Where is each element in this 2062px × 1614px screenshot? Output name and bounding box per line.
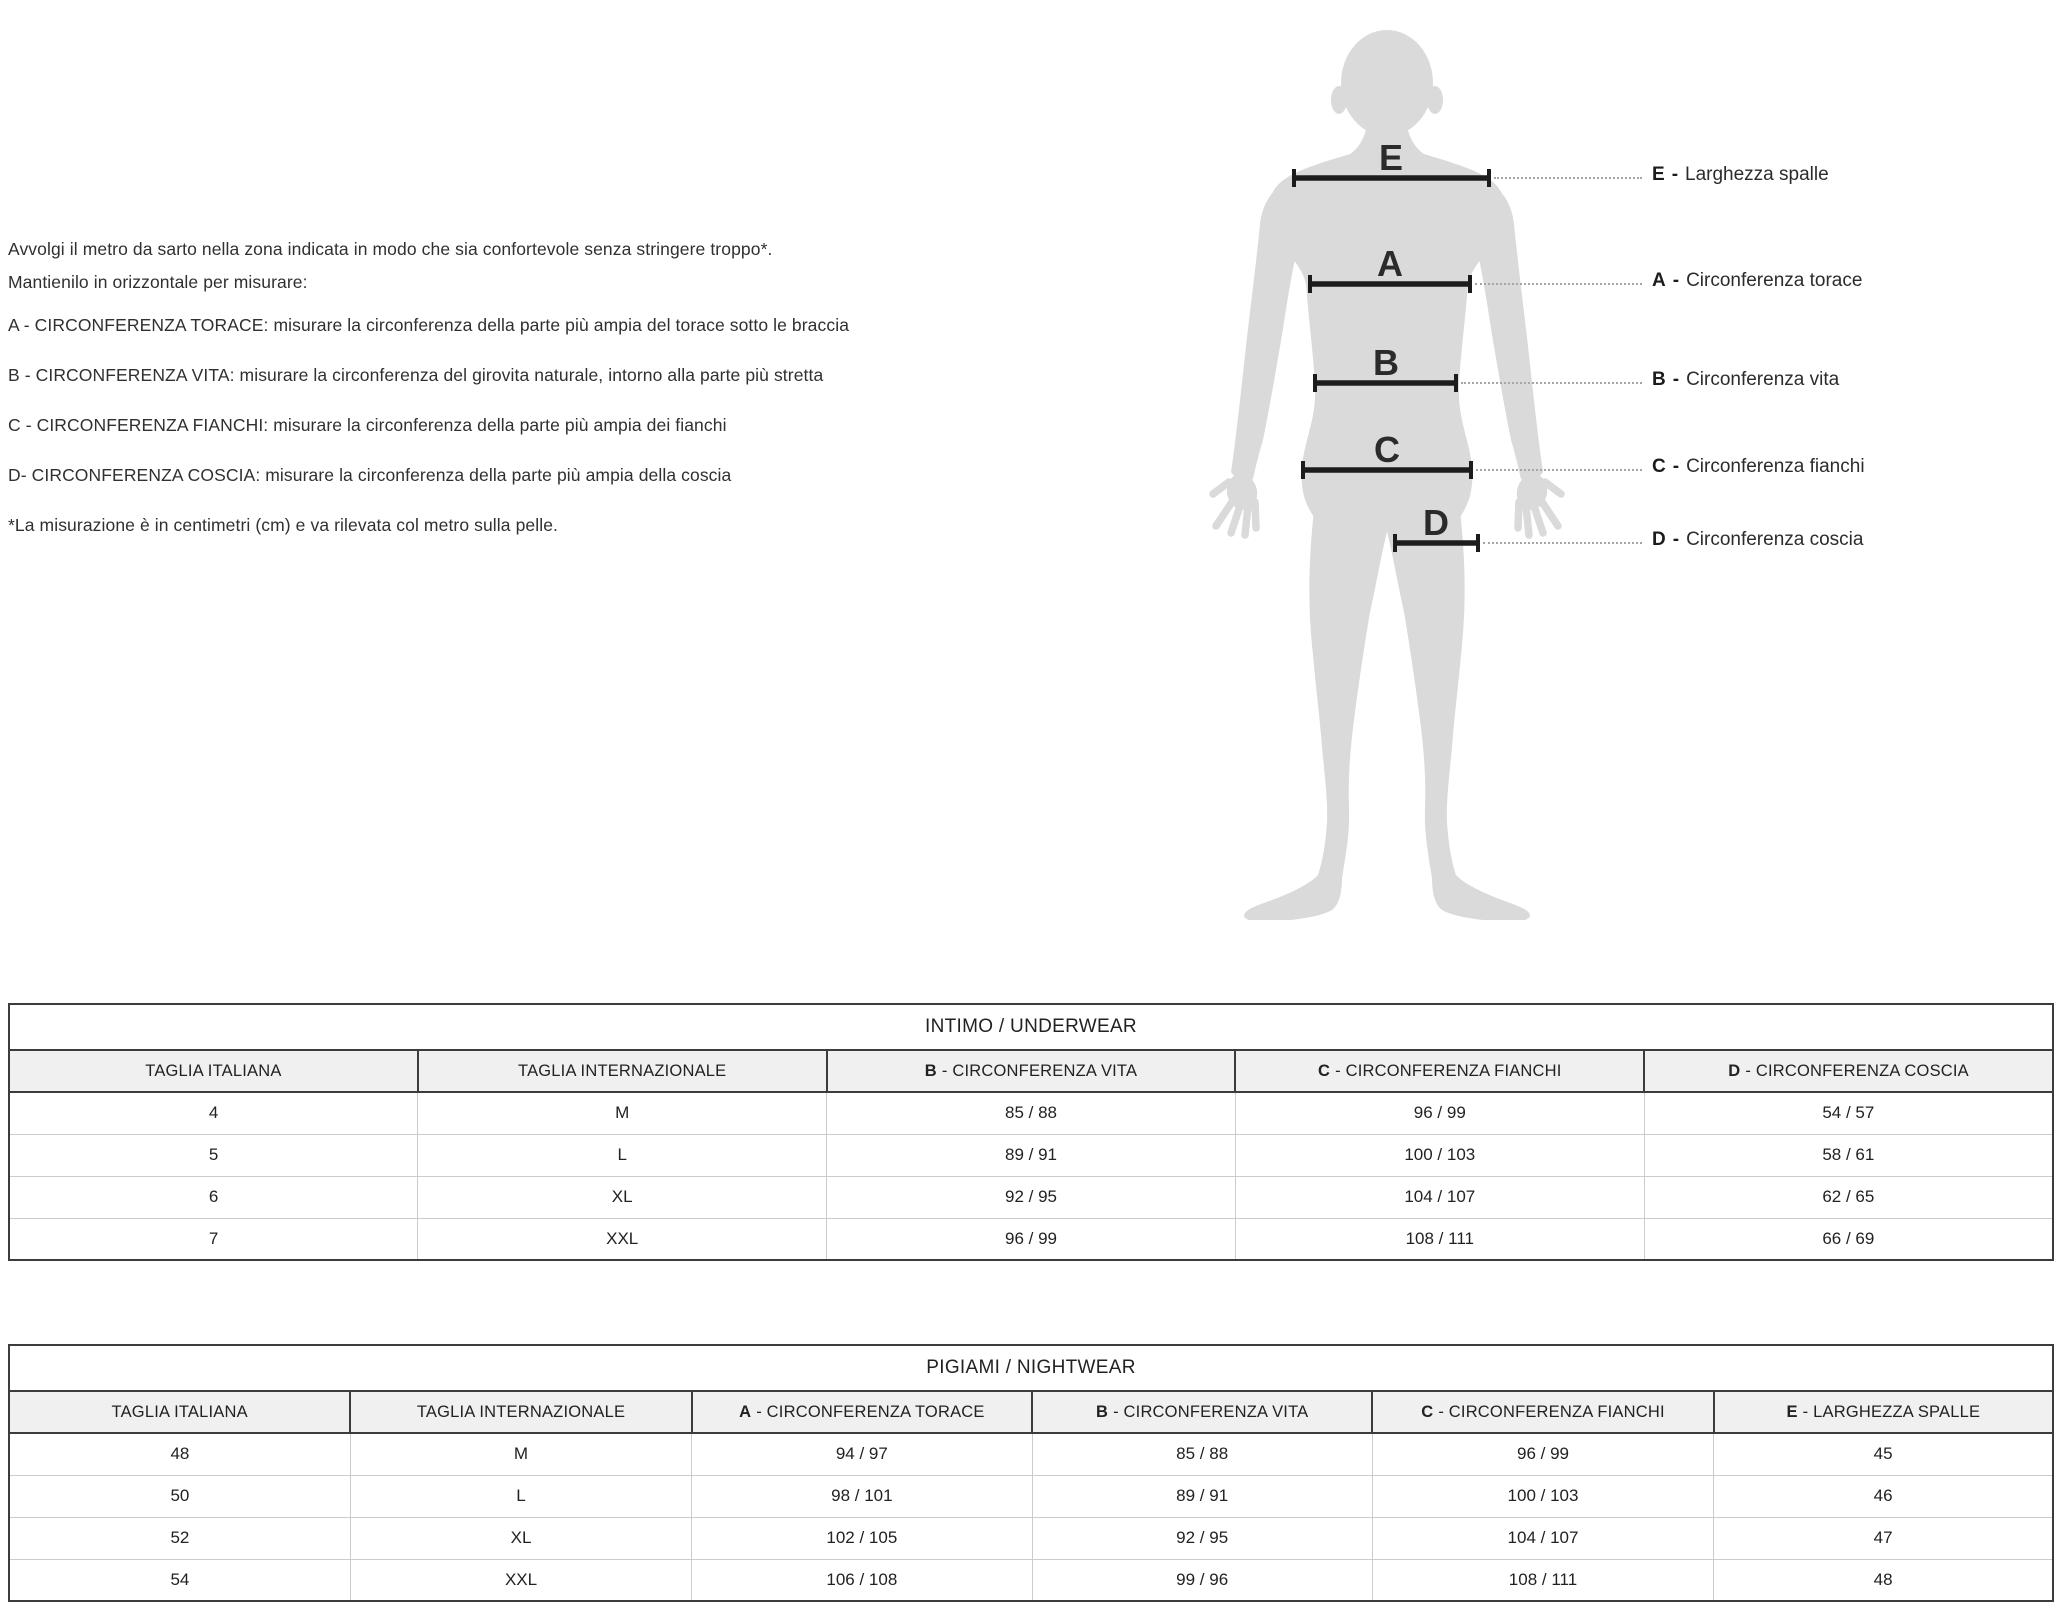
right-ear-shape [1427,86,1443,114]
figure-letter-a: A [1377,243,1403,284]
instruction-item-b: B - CIRCONFERENZA VITA: misurare la circonferenza del girovita naturale, intorno alla parte più stretta [8,365,824,385]
measure-label-letter: B [1652,369,1666,390]
table-cell: XXL [418,1218,827,1260]
column-label: - CIRCONFERENZA VITA [941,1061,1138,1080]
table-cell: 104 / 107 [1235,1176,1644,1218]
table-cell: 102 / 105 [692,1517,1032,1559]
column-letter: B [1095,1402,1109,1421]
figure-letter-c: C [1374,429,1400,470]
leader-line-a [1475,283,1642,285]
table-cell: 108 / 111 [1235,1218,1644,1260]
measure-label-letter: E [1652,164,1665,185]
table-cell: 48 [1714,1559,2053,1601]
left-ear-shape [1331,86,1347,114]
measure-footnote: *La misurazione è in centimetri (cm) e va rilevata col metro sulla pelle. [8,515,559,535]
table-row [9,1134,2053,1176]
size-table-nightwear [8,1344,2054,1602]
table-cell: 96 / 99 [1372,1433,1713,1475]
measure-label-text: Circonferenza coscia [1686,529,1864,550]
table-cell: 108 / 111 [1372,1559,1713,1601]
table-header-row [9,1050,2053,1092]
table-cell: 99 / 96 [1032,1559,1372,1601]
table-cell: 96 / 99 [1235,1092,1644,1134]
table-cell: 47 [1714,1517,2053,1559]
column-header [1372,1391,1713,1433]
column-letter: A [739,1402,752,1421]
table-row [9,1517,2053,1559]
table-row [9,1475,2053,1517]
instructions-text [8,233,1088,542]
column-header [350,1391,691,1433]
table-cell: 58 / 61 [1644,1134,2053,1176]
measure-label-letter: A [1652,270,1666,291]
table-title: PIGIAMI / NIGHTWEAR [9,1345,2053,1391]
dash-separator: - [1671,164,1679,185]
table-cell: 106 / 108 [692,1559,1032,1601]
column-label: - CIRCONFERENZA FIANCHI [1438,1402,1665,1421]
table-cell: 4 [9,1092,418,1134]
dash-separator: - [1672,529,1680,550]
dash-separator: - [1672,456,1680,477]
column-letter: E [1786,1402,1798,1421]
instruction-item-d: D- CIRCONFERENZA COSCIA: misurare la circonferenza della parte più ampia della coscia [8,465,732,485]
table-title: INTIMO / UNDERWEAR [9,1004,2053,1050]
table-title-row [9,1004,2053,1050]
leader-line-b [1461,382,1642,384]
instruction-item-c: C - CIRCONFERENZA FIANCHI: misurare la circonferenza della parte più ampia dei fianchi [8,415,727,435]
measure-label-text: Larghezza spalle [1685,164,1829,185]
measure-label-letter: D [1652,529,1666,550]
column-header [1714,1391,2053,1433]
instruction-item-a: A - CIRCONFERENZA TORACE: misurare la circonferenza della parte più ampia del torace sotto le braccia [8,315,850,335]
table-cell: 96 / 99 [827,1218,1236,1260]
table-cell: XL [418,1176,827,1218]
column-letter: B [924,1061,937,1080]
table-cell: 45 [1714,1433,2053,1475]
intro-line-2: Mantienilo in orizzontale per misurare: [8,272,308,292]
left-hand-shape [1213,471,1261,535]
table-cell: M [350,1433,691,1475]
measure-label-b [1652,369,1839,391]
figure-letter-e: E [1378,137,1404,178]
table-cell: 66 / 69 [1644,1218,2053,1260]
table-cell: XXL [350,1559,691,1601]
table-cell: 52 [9,1517,350,1559]
column-letter: C [1421,1402,1434,1421]
table-cell: 6 [9,1176,418,1218]
column-header [1644,1050,2053,1092]
table-header-row [9,1391,2053,1433]
column-label: TAGLIA INTERNAZIONALE [518,1061,727,1080]
column-header [9,1050,418,1092]
leader-line-d [1483,542,1642,544]
table-row [9,1092,2053,1134]
leader-line-c [1476,469,1642,471]
column-label: - CIRCONFERENZA COSCIA [1745,1061,1969,1080]
table-cell: 92 / 95 [1032,1517,1372,1559]
column-header [9,1391,350,1433]
table-cell: 92 / 95 [827,1176,1236,1218]
table-title-row [9,1345,2053,1391]
leader-line-e [1494,177,1642,179]
column-letter: D [1728,1061,1741,1080]
column-letter: C [1318,1061,1331,1080]
column-header [418,1050,827,1092]
table-cell: M [418,1092,827,1134]
measure-label-text: Circonferenza vita [1686,369,1840,390]
table-cell: 48 [9,1433,350,1475]
figure-letter-b: B [1373,342,1399,383]
table-cell: 46 [1714,1475,2053,1517]
table-cell: 104 / 107 [1372,1517,1713,1559]
table-cell: 5 [9,1134,418,1176]
size-table-underwear [8,1003,2054,1261]
column-label: - CIRCONFERENZA VITA [1113,1402,1309,1421]
table-cell: 89 / 91 [1032,1475,1372,1517]
column-header [827,1050,1236,1092]
intro-line-1: Avvolgi il metro da sarto nella zona indicata in modo che sia confortevole senza stringere troppo*. [8,239,773,259]
table-cell: 85 / 88 [827,1092,1236,1134]
table-cell: XL [350,1517,691,1559]
column-header [1235,1050,1644,1092]
measure-label-a [1652,270,1862,292]
right-arm-shape [1473,182,1543,481]
right-hand-shape [1513,471,1561,535]
column-label: TAGLIA ITALIANA [111,1402,248,1421]
table-row [9,1218,2053,1260]
measure-label-letter: C [1652,456,1666,477]
table-cell: 7 [9,1218,418,1260]
table-cell: 85 / 88 [1032,1433,1372,1475]
tables-spacer [0,1261,2062,1344]
table-cell: 98 / 101 [692,1475,1032,1517]
left-arm-shape [1231,182,1301,481]
table-cell: 50 [9,1475,350,1517]
left-leg-shape [1244,510,1388,920]
column-label: - CIRCONFERENZA FIANCHI [1335,1061,1562,1080]
table-row [9,1559,2053,1601]
column-header [1032,1391,1372,1433]
table-cell: L [350,1475,691,1517]
table-cell: 62 / 65 [1644,1176,2053,1218]
intro-paragraph [8,233,1088,299]
right-leg-shape [1386,510,1530,920]
table-cell: 54 / 57 [1644,1092,2053,1134]
measure-label-d [1652,529,1863,551]
column-label: - CIRCONFERENZA TORACE [756,1402,985,1421]
dash-separator: - [1672,369,1680,390]
table-cell: 100 / 103 [1235,1134,1644,1176]
column-label: - LARGHEZZA SPALLE [1802,1402,1981,1421]
measure-label-e [1652,164,1829,186]
figure-letter-d: D [1423,502,1449,543]
table-cell: 89 / 91 [827,1134,1236,1176]
table-row [9,1433,2053,1475]
measure-label-c [1652,456,1865,478]
table-row [9,1176,2053,1218]
measure-label-text: Circonferenza fianchi [1686,456,1865,477]
column-header [692,1391,1032,1433]
table-cell: L [418,1134,827,1176]
measure-label-text: Circonferenza torace [1686,270,1863,291]
table-cell: 100 / 103 [1372,1475,1713,1517]
table-cell: 94 / 97 [692,1433,1032,1475]
column-label: TAGLIA ITALIANA [145,1061,282,1080]
dash-separator: - [1672,270,1680,291]
table-cell: 54 [9,1559,350,1601]
column-label: TAGLIA INTERNAZIONALE [416,1402,626,1421]
